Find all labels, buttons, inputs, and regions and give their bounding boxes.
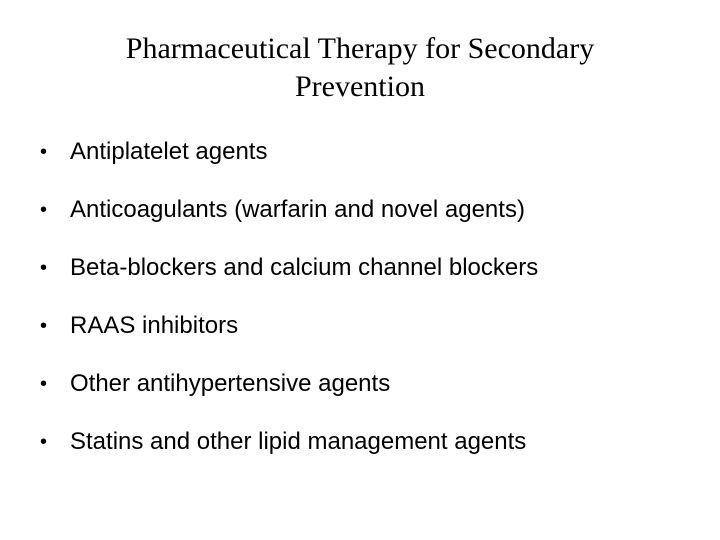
bullet-icon: • xyxy=(40,199,48,221)
bullet-text: Other antihypertensive agents xyxy=(70,370,391,397)
bullet-text: RAAS inhibitors xyxy=(70,312,239,339)
bullet-item xyxy=(40,188,700,246)
bullet-text: Beta-blockers and calcium channel blockers xyxy=(70,254,539,281)
bullet-item xyxy=(40,304,700,362)
bullet-text: Statins and other lipid management agents xyxy=(70,428,527,455)
bullet-icon: • xyxy=(40,257,48,279)
bullet-item xyxy=(40,246,700,304)
bullet-icon: • xyxy=(40,141,48,163)
bullet-icon: • xyxy=(40,373,48,395)
bullet-item xyxy=(40,130,700,188)
bullet-icon: • xyxy=(40,431,48,453)
bullet-item xyxy=(40,420,700,478)
bullet-item xyxy=(40,362,700,420)
bullet-text: Antiplatelet agents xyxy=(70,138,268,165)
bullet-list xyxy=(40,130,700,478)
bullet-text: Anticoagulants (warfarin and novel agents) xyxy=(70,196,525,223)
bullet-icon: • xyxy=(40,315,48,337)
slide-title: Pharmaceutical Therapy for Secondary Prevention xyxy=(125,32,595,103)
